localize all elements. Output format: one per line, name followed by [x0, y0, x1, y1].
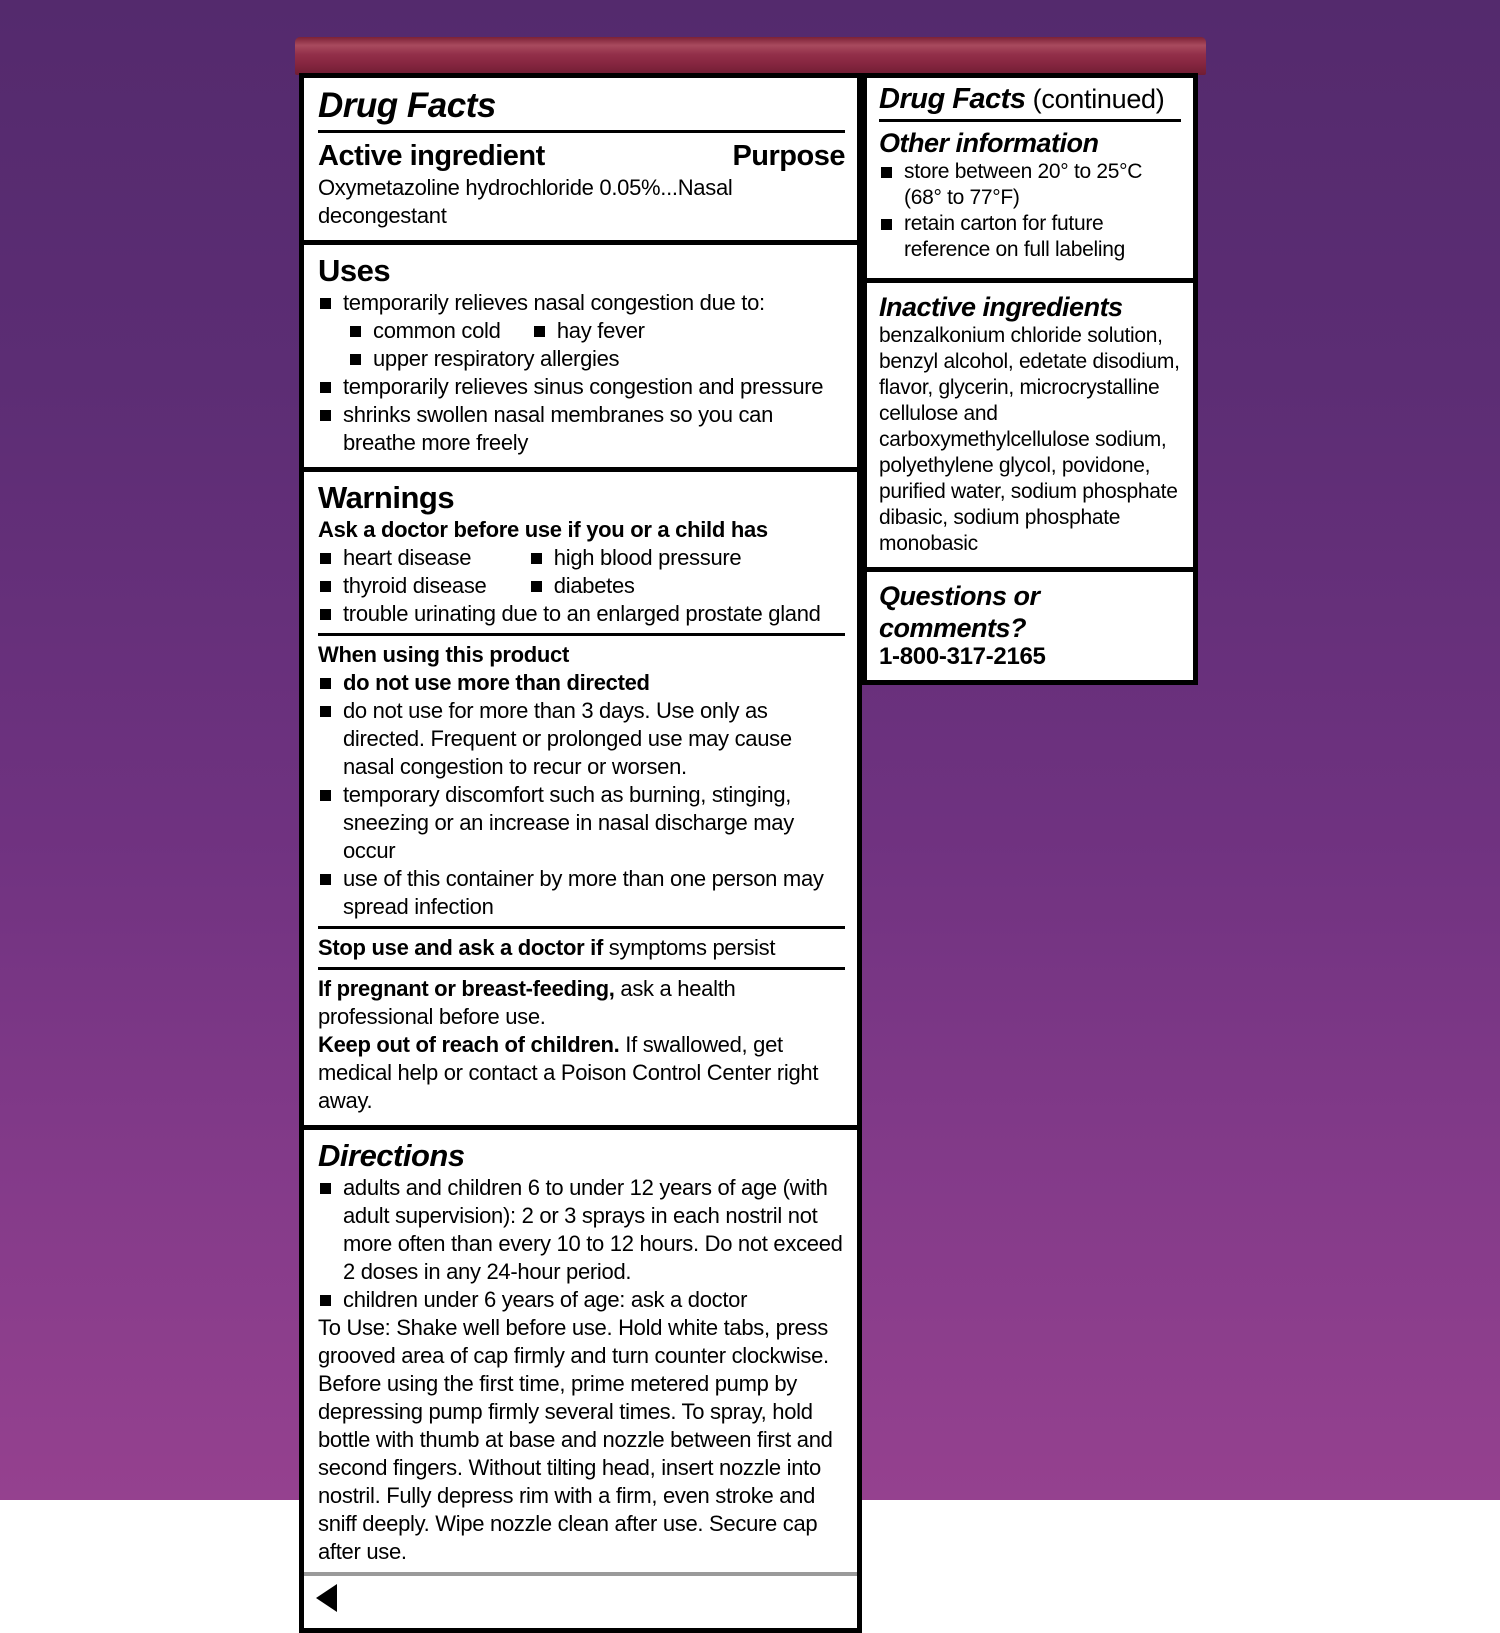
uses-sub-bullet: hay fever — [532, 317, 845, 345]
bullet-square-icon — [320, 581, 331, 592]
uses-heading: Uses — [318, 253, 391, 288]
uses-sub-bullet: upper respiratory allergies — [348, 345, 845, 373]
bullet-square-icon — [320, 706, 331, 717]
pregnant-warning: If pregnant or breast-feeding, ask a health professional before use. — [318, 976, 736, 1029]
condition-item: heart disease — [318, 544, 529, 572]
when-using-item: temporary discomfort such as burning, stinging, sneezing or an increase in nasal discharge may occur — [318, 781, 845, 865]
questions-phone: 1-800-317-2165 — [879, 643, 1046, 670]
bullet-square-icon — [881, 167, 892, 178]
active-ingredient-section — [299, 73, 862, 245]
purpose-heading: Purpose — [732, 140, 845, 172]
directions-bullet: children under 6 years of age: ask a doctor — [318, 1286, 845, 1314]
warnings-section — [299, 467, 862, 1130]
other-information-bullet: store between 20° to 25°C (68° to 77°F) — [879, 159, 1181, 211]
divider — [318, 130, 845, 133]
drug-facts-left-column — [299, 73, 862, 1633]
divider — [318, 926, 845, 929]
uses-sub-bullet: common cold — [348, 317, 532, 345]
label-scroll-strip — [304, 1572, 857, 1618]
ask-doctor-heading: Ask a doctor before use if you or a child has — [318, 517, 768, 542]
divider — [318, 967, 845, 970]
when-using-heading: When using this product — [318, 642, 569, 667]
bullet-square-icon — [320, 298, 331, 309]
warnings-heading: Warnings — [318, 480, 455, 515]
condition-item: high blood pressure — [529, 544, 845, 572]
inactive-ingredients-heading: Inactive ingredients — [879, 292, 1123, 322]
bullet-square-icon — [320, 1183, 331, 1194]
bullet-square-icon — [531, 553, 542, 564]
questions-section — [862, 567, 1198, 685]
bullet-square-icon — [320, 678, 331, 689]
other-information-bullet: retain carton for future reference on full labeling — [879, 211, 1181, 263]
bullet-square-icon — [350, 354, 361, 365]
bullet-square-icon — [531, 581, 542, 592]
other-information-section — [862, 73, 1198, 283]
uses-sub-bullets-row — [348, 317, 845, 345]
inactive-ingredients-section — [862, 278, 1198, 572]
to-use-paragraph: To Use: Shake well before use. Hold white tabs, press grooved area of cap firmly and turn counter clockwise. Before using the first time, prime metered pump by depressing pump firmly several times. To spray, hold bottle with thumb at base and nozzle between first and second fingers. Without tilting head, insert nozzle into nostril. Fully depress rim with a firm, even stroke and sniff deeply. Wipe nozzle clean after use. Secure cap after use. — [318, 1315, 833, 1564]
left-arrow-icon — [316, 1584, 337, 1612]
divider — [879, 119, 1181, 122]
conditions-row — [318, 572, 845, 600]
active-ingredient-value: Oxymetazoline hydrochloride 0.05%...Nasal decongestant — [318, 175, 733, 228]
condition-item: trouble urinating due to an enlarged prostate gland — [318, 600, 845, 628]
drug-facts-right-column — [862, 73, 1198, 685]
bullet-square-icon — [320, 874, 331, 885]
questions-heading: Questions or comments? — [879, 581, 1040, 643]
red-cap-bar — [295, 37, 1206, 75]
other-information-heading: Other information — [879, 128, 1099, 158]
bullet-square-icon — [534, 326, 545, 337]
uses-bullet: temporarily relieves sinus congestion and pressure — [318, 373, 845, 401]
directions-bullet: adults and children 6 to under 12 years of age (with adult supervision): 2 or 3 sprays in each nostril not more often than every 10 to 12 hours. Do not exceed 2 doses in any 24-hour period. — [318, 1174, 845, 1286]
bullet-square-icon — [320, 553, 331, 564]
active-ingredient-heading: Active ingredient — [318, 140, 545, 172]
uses-bullet: shrinks swollen nasal membranes so you can breathe more freely — [318, 401, 845, 457]
directions-section — [299, 1125, 862, 1633]
bullet-square-icon — [881, 219, 892, 230]
drug-facts-title: Drug Facts — [318, 86, 496, 125]
when-using-item: do not use for more than 3 days. Use only as directed. Frequent or prolonged use may cause nasal congestion to recur or worsen. — [318, 697, 845, 781]
divider — [318, 633, 845, 636]
stop-use-line: Stop use and ask a doctor if symptoms persist — [318, 935, 776, 960]
drug-facts-continued-title: Drug Facts (continued) — [879, 83, 1165, 115]
when-using-item: do not use more than directed — [318, 669, 845, 697]
condition-item: thyroid disease — [318, 572, 529, 600]
conditions-row — [318, 544, 845, 572]
bullet-square-icon — [320, 382, 331, 393]
bullet-square-icon — [320, 609, 331, 620]
directions-heading: Directions — [318, 1138, 465, 1173]
inactive-ingredients-text: benzalkonium chloride solution, benzyl alcohol, edetate disodium, flavor, glycerin, microcrystalline cellulose and carboxymethylcellulose sodium, polyethylene glycol, povidone, purified water, sodium phosphate dibasic, sodium phosphate monobasic — [879, 324, 1180, 555]
bullet-square-icon — [350, 326, 361, 337]
uses-section — [299, 240, 862, 472]
bullet-square-icon — [320, 1295, 331, 1306]
when-using-item: use of this container by more than one person may spread infection — [318, 865, 845, 921]
condition-item: diabetes — [529, 572, 845, 600]
bullet-square-icon — [320, 410, 331, 421]
uses-bullet: temporarily relieves nasal congestion due to: — [318, 289, 845, 317]
children-warning: Keep out of reach of children. If swallowed, get medical help or contact a Poison Control Center right away. — [318, 1032, 819, 1113]
bullet-square-icon — [320, 790, 331, 801]
